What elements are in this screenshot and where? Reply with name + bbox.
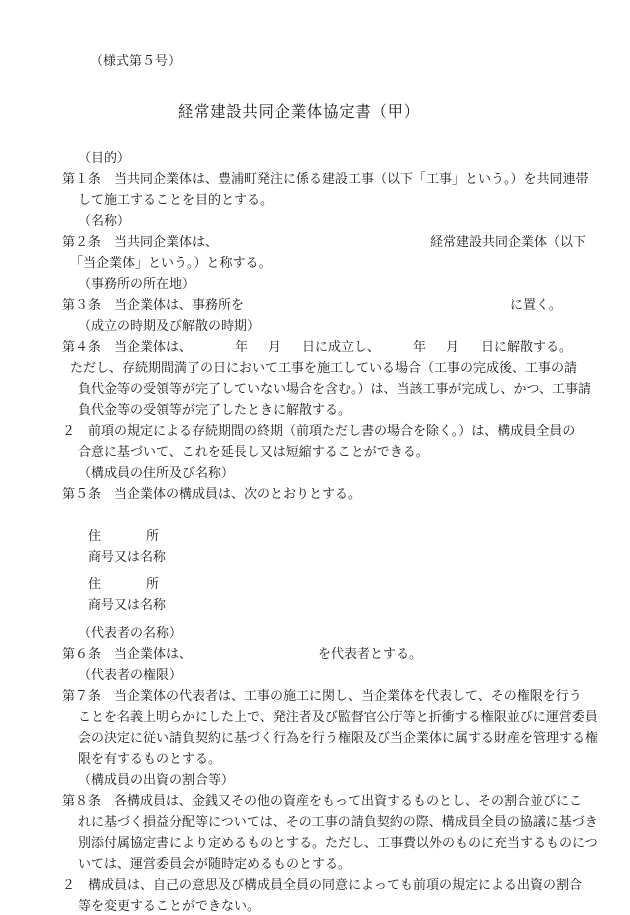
article-8-line: 別添付属協定書により定めるものとする。ただし、工事費以外のものに充当するものにつ <box>78 836 598 851</box>
member-2-address-label: 所 <box>146 577 160 592</box>
article-8-line: 第８条 各構成員は、金銭又その他の資産をもって出資するものとし、その割合並びにこ <box>62 794 583 809</box>
article-4-line: 負代金等の受領等が完了していない場合を含む。）は、当該工事が完成し、かつ、工事請 <box>78 382 591 397</box>
article-6-line: を代表者とする。 <box>318 647 423 662</box>
article-7-line: 第７条 当企業体の代表者は、工事の施工に関し、当企業体を代表して、その権限を行う <box>62 689 582 704</box>
article-4-day: 日に解散する。 <box>481 340 573 355</box>
article-3-line: 第３条 当企業体は、事務所を <box>62 298 245 313</box>
article-4-year: 年 <box>235 340 249 355</box>
article-4-line: ２ 前項の規定による存続期間の終期（前項ただし書の場合を除く。）は、構成員全員の <box>62 424 576 439</box>
heading-name: （名称） <box>78 214 131 229</box>
article-2-line: 第２条 当共同企業体は、 <box>62 235 219 250</box>
document-title: 経常建設共同企業体協定書（甲） <box>177 102 421 121</box>
article-1-line: 第１条 当共同企業体は、豊浦町発注に係る建設工事（以下「工事」という。）を共同連帯 <box>62 172 589 187</box>
article-8-line: 等を変更することができない。 <box>78 899 261 914</box>
member-1-address-label: 住 <box>88 529 102 544</box>
heading-members: （構成員の住所及び名称） <box>78 466 235 481</box>
article-7-line: 限を有するものとする。 <box>78 752 222 767</box>
article-4-line: 負代金等の受領等が完了したときに解散する。 <box>78 403 352 418</box>
article-4-line: ただし、存続期間満了の日において工事を施工している場合（工事の完成後、工事の請 <box>70 361 578 376</box>
heading-purpose: （目的） <box>78 151 131 166</box>
article-3-line: に置く。 <box>510 298 562 313</box>
article-8-line: れに基づく損益分配等については、その工事の請負契約の際、構成員全員の協議に基づき <box>78 815 598 830</box>
article-7-line: ことを名義上明らかにした上で、発注者及び監督官公庁等と折衝する権限並びに運営委員 <box>78 710 598 725</box>
article-5-line: 第５条 当企業体の構成員は、次のとおりとする。 <box>62 487 362 502</box>
article-4-month: 月 <box>268 340 282 355</box>
heading-investment: （構成員の出資の割合等） <box>78 773 235 788</box>
member-1-address-label: 所 <box>146 529 160 544</box>
article-4-year: 年 <box>413 340 427 355</box>
article-1-line: して施工することを目的とする。 <box>78 193 274 208</box>
article-8-line: いては、運営委員会が随時定めるものとする。 <box>78 857 352 872</box>
heading-representative: （代表者の名称） <box>78 626 183 641</box>
heading-authority: （代表者の権限） <box>78 668 183 683</box>
article-4-day: 日に成立し、 <box>302 340 381 355</box>
member-2-name-label: 商号又は名称 <box>88 598 167 613</box>
form-number: （様式第５号） <box>90 54 182 69</box>
heading-office: （事務所の所在地） <box>78 277 196 292</box>
article-8-line: ２ 構成員は、自己の意思及び構成員全員の同意によっても前項の規定による出資の割合 <box>62 878 583 893</box>
article-7-line: 会の決定に従い請負契約に基づく行為を行う権限及び当企業体に属する財産を管理する権 <box>78 731 599 746</box>
article-6-line: 第６条 当企業体は、 <box>62 647 193 662</box>
article-4-month: 月 <box>446 340 460 355</box>
member-1-name-label: 商号又は名称 <box>88 550 167 565</box>
article-2-line: 「当企業体」という。）と称する。 <box>70 256 272 271</box>
article-4-line: 合意に基づいて、これを延長し又は短縮することができる。 <box>78 445 429 460</box>
article-4-line: 第４条 当企業体は、 <box>62 340 193 355</box>
member-2-address-label: 住 <box>88 577 102 592</box>
heading-period: （成立の時期及び解散の時期） <box>78 319 261 334</box>
article-2-line: 経常建設共同企業体（以下 <box>430 235 587 250</box>
